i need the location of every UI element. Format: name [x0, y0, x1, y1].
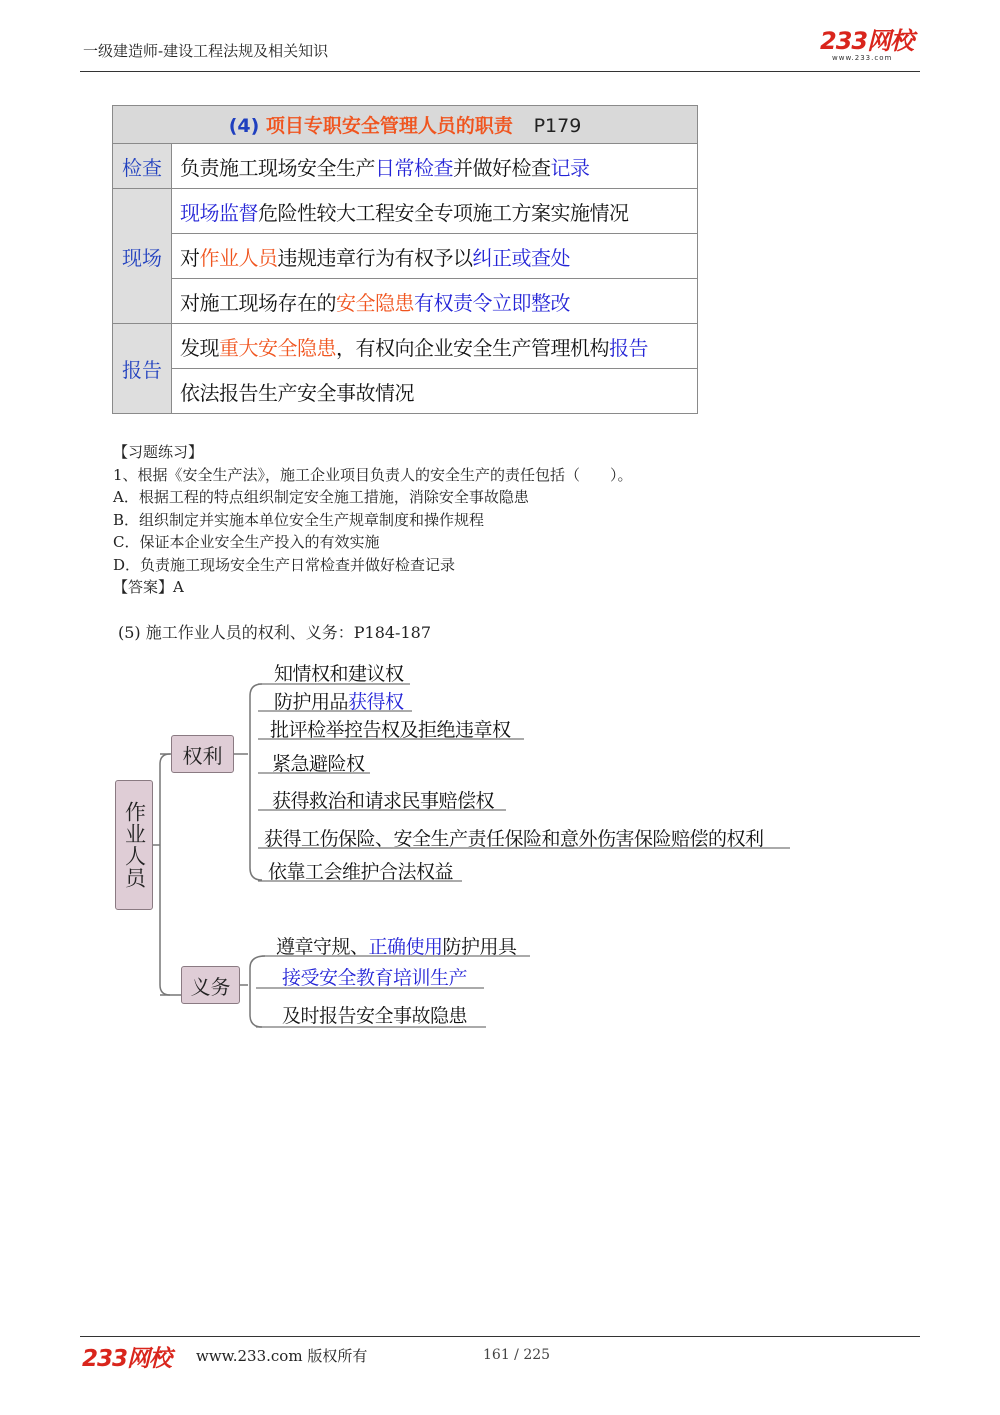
text-segment: 防护用具: [442, 936, 517, 958]
rights-leaf: [274, 659, 404, 686]
text-segment: 负责施工现场安全生产: [180, 155, 375, 180]
mindmap-branch-rights: 权利: [171, 735, 234, 773]
duties-leaf: [282, 1001, 467, 1028]
text-segment: 遵章守规、: [276, 936, 369, 958]
text-segment: 知情权和建议权: [274, 663, 404, 685]
text-segment: 报告: [609, 335, 648, 360]
rights-leaf: [272, 749, 365, 776]
text-segment: 有权责令立即整改: [414, 290, 570, 315]
text-segment: 日常检查: [375, 155, 453, 180]
document-header-title: 一级建造师-建设工程法规及相关知识: [83, 42, 329, 60]
text-segment: 依靠工会维护合法权益: [268, 861, 454, 883]
section-5-title: (5) 施工作业人员的权利、义务：P184-187: [118, 623, 432, 642]
text-segment: 对: [180, 245, 200, 270]
text-segment: 安全隐患: [336, 290, 414, 315]
category-cell: 现场: [113, 189, 172, 324]
practice-question: 1、根据《安全生产法》，施工企业项目负责人的安全生产的责任包括（ ）。: [113, 465, 633, 484]
text-segment: 获得权: [348, 691, 404, 713]
practice-option: C．保证本企业安全生产投入的有效实施: [113, 533, 380, 551]
rights-leaf: [270, 715, 511, 742]
rights-leaf: [272, 786, 494, 813]
text-segment: 发现: [180, 335, 219, 360]
text-segment: 正确使用: [368, 936, 443, 958]
text-segment: 获得救治和请求民事赔偿权: [272, 790, 495, 812]
footer-divider: [80, 1336, 920, 1337]
footer-copyright: www.233.com 版权所有: [196, 1347, 368, 1365]
text-segment: 重大安全隐患: [219, 335, 336, 360]
duties-leaf: [276, 932, 517, 959]
rights-leaf: [274, 687, 404, 714]
text-segment: 及时报告安全事故隐患: [282, 1005, 468, 1027]
text-segment: 依法报告生产安全事故情况: [180, 380, 414, 405]
practice-option: B．组织制定并实施本单位安全生产规章制度和操作规程: [113, 510, 485, 529]
table-heading-page: P179: [533, 115, 582, 137]
brand-logo-url: www.233.com: [832, 54, 893, 62]
text-segment: 作业人员: [199, 245, 278, 270]
text-segment: ，有权向企业安全生产管理机构: [336, 335, 609, 360]
page-number: 161 / 225: [483, 1347, 551, 1363]
category-cell: 报告: [113, 324, 172, 414]
text-segment: 纠正或查处: [472, 245, 570, 270]
text-segment: 违规违章行为有权予以: [277, 245, 473, 270]
table-heading-text: 项目专职安全管理人员的职责: [265, 115, 513, 137]
text-segment: 记录: [550, 155, 590, 180]
text-segment: 现场监督: [180, 200, 258, 225]
footer-logo: 233网校: [82, 1346, 172, 1372]
mindmap-root: 作业人员: [115, 780, 153, 910]
text-segment: 对施工现场存在的: [180, 290, 336, 315]
text-segment: 获得工伤保险、安全生产责任保险和意外伤害保险赔偿的权利: [264, 828, 764, 850]
text-segment: 批评检举控告权及拒绝违章权: [270, 719, 511, 741]
rights-leaf: [264, 824, 764, 851]
practice-title: 【习题练习】: [113, 443, 204, 461]
text-segment: 接受安全教育培训生产: [282, 967, 468, 989]
practice-option: A．根据工程的特点组织制定安全施工措施，消除安全事故隐患: [113, 488, 529, 506]
text-segment: 危险性较大工程安全专项施工方案实施情况: [258, 200, 629, 225]
category-cell: 检查: [113, 144, 172, 189]
rights-leaf: [268, 857, 453, 884]
text-segment: 防护用品: [274, 691, 349, 713]
mindmap-branch-duties: 义务: [181, 966, 240, 1004]
text-segment: 紧急避险权: [272, 753, 365, 775]
text-segment: 并做好检查: [453, 155, 551, 180]
practice-option: D．负责施工现场安全生产日常检查并做好检查记录: [113, 555, 456, 574]
duties-leaf: [282, 963, 467, 990]
practice-answer: 【答案】A: [113, 578, 184, 596]
brand-logo-text: 233网校: [820, 27, 914, 55]
table-heading-number: (4): [228, 115, 260, 137]
